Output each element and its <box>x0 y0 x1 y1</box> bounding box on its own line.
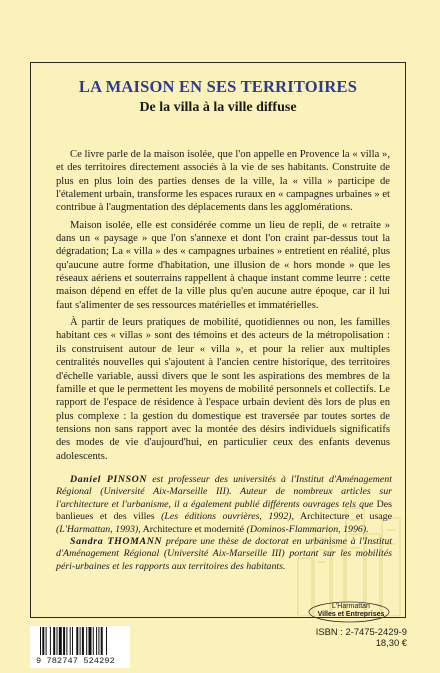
author-bio-text: prépare une thèse de doctorat en urbanisme à l'Institut d'Aménagement Régional (Université Aix-Marseille III) portant sur les mobilités péri-urbaines et les rapports aux territoires des habitants. <box>56 536 393 572</box>
blurb-paragraph: À partir de leurs pratiques de mobilité, quotidiennes ou non, les familles habitant ces « villas » sont des témoins et des acteurs de la métropolisation : ils construisent autour de leur « villa », et pour la relier aux multiples centralités nouvelles qui s'ajoutent à l'ancien centre historique, des territoires d'échelle variable, aussi divers que le sont les aspirations des membres de la famille et que le permettent les moyens de mobilité personnels et collectifs. Le rapport de l'espace de résidence à l'espace urbain devient dès lors de plus en plus complexe : la gestion du domestique est traversée par toutes sortes de tensions non sans rapport avec la montée des désirs individuels significatifs des modes de vie d'aujourd'hui, en particulier ceux des enfants devenus adolescents. <box>56 317 390 462</box>
author-bio <box>56 474 392 536</box>
author-name: Daniel PINSON <box>70 474 148 485</box>
author-bios <box>56 474 392 573</box>
publisher-collection: Villes et Entreprises <box>317 611 385 618</box>
publisher-logo <box>316 603 386 619</box>
barcode-digits: 9 782747 524292 <box>36 656 128 666</box>
price: 18,30 € <box>375 637 407 648</box>
publisher-reference: (Les éditions ouvrières, 1992), <box>161 511 294 523</box>
book-subtitle: De la villa à la ville diffuse <box>139 100 297 115</box>
blurb-paragraph: Maison isolée, elle est considérée comme un lieu de repli, de « retraite » dans un « paysage » que l'on s'annexe et dont l'on craint par-dessus tout la dégradation; La « villa » des « campagnes urbaines » entretient en réalité, plus qu'aucune autre forme d'habitation, une illusion de « hors monde » que les réseaux aériens et souterrains rappellent à chaque instant comme leurre : cette maison dépend en effet de la ville plus qu'en aucune autre époque, car il lui faut s'alimenter de ses ressources matérielles et immatérielles. <box>56 219 390 311</box>
publisher-reference: (L'Harmattan, 1993), <box>56 523 141 535</box>
book-title: LA MAISON EN SES TERRITOIRES <box>78 77 358 96</box>
barcode-icon <box>40 627 128 657</box>
publisher-reference: (Dominos-Flammarion, 1996). <box>246 523 369 535</box>
author-name: Sandra THOMANN <box>70 536 163 548</box>
book-reference: Architecture et modernité <box>142 523 245 535</box>
isbn-block <box>316 626 407 648</box>
blurb-paragraph: Ce livre parle de la maison isolée, que l'on appelle en Provence la « villa », et des territoires directement associés à la vie de ses habitants. Construite de plus en plus loin des parties denses de la ville, la « villa » participe de l'étalement urbain, transforme les espaces ruraux en « campagnes urbaines » et contribue à l'augmentation des déplacements dans les agglomérations. <box>56 149 390 214</box>
publisher-name: L'Harmattan <box>332 603 370 610</box>
author-bio-text: est professeur des universités à l'Institut d'Aménagement Régional (Université Aix-Marseille III). Auteur de nombreux articles sur l'architecture et l'urbanisme, il a également publié différents ouvrages tels que <box>56 474 392 510</box>
isbn: ISBN : 2-7475-2429-9 <box>315 626 407 637</box>
author-bio <box>56 536 392 573</box>
blurb <box>56 148 390 467</box>
book-reference: Des banlieues et des villes <box>56 498 393 523</box>
book-reference: Architecture et usage <box>299 511 392 523</box>
